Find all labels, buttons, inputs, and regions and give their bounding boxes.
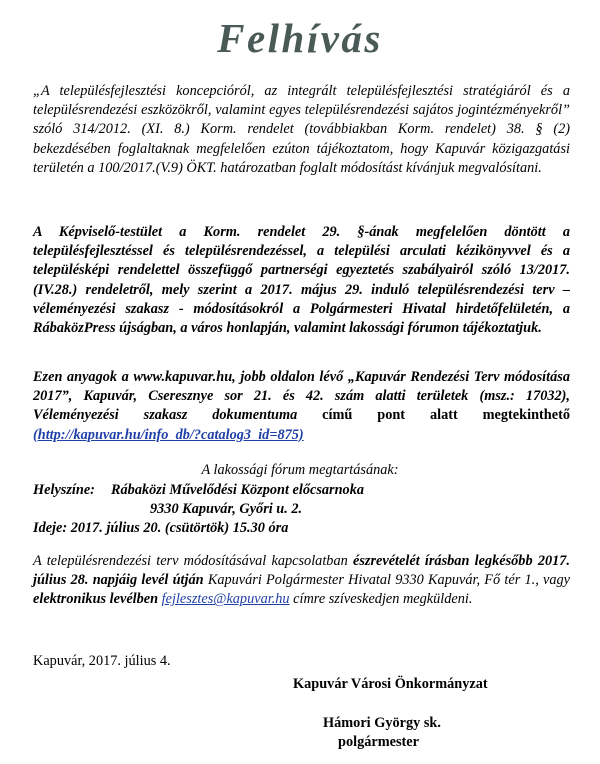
email-link[interactable]: fejlesztes@kapuvar.hu xyxy=(161,591,290,608)
forum-intro: A lakossági fórum megtartásának: xyxy=(201,462,399,478)
comments-intro-text: A településrendezési terv módosításával kapcsolatban xyxy=(33,553,353,569)
comments-email-label: elektronikus levélben xyxy=(33,591,159,608)
documents-paragraph xyxy=(33,368,570,445)
comments-paragraph xyxy=(33,552,570,610)
documents-view-text: című pont alatt megtekinthető xyxy=(297,407,570,424)
signature-name: Hámori György sk. xyxy=(323,715,441,731)
comments-address-text: Kapuvári Polgármester Hivatal 9330 Kapuvár, Fő tér 1., vagy xyxy=(203,572,570,589)
catalog-link[interactable]: (http://kapuvar.hu/info_db/?catalog3_id=875) xyxy=(33,426,304,443)
intro-paragraph: „A településfejlesztési koncepcióról, az integrált településfejlesztési stratégiáról és a településrendezési eszközökről, valamint egyes településrendezési sajátos jogintézményekről” szóló 314/2012. (XI. 8.) Korm. rendelet (továbbiakban Korm. rendelet) 38. § (2) bekezdésében foglaltaknak megfelelően ezúton tájékoztatom, hogy Kapuvár közigazgatási területén a 100/2017.(V.9) ÖKT. határozatban foglalt módosítást kívánjuk megvalósítani. xyxy=(33,83,570,176)
forum-place-name: Rábaközi Művelődési Központ előcsarnoka xyxy=(111,482,364,498)
forum-place-label: Helyszíne: xyxy=(33,482,95,498)
page-title: Felhívás xyxy=(217,15,383,61)
documents-location-text: Ezen anyagok a www.kapuvar.hu, jobb oldalon lévő „Kapuvár Rendezési Terv módosítása 2017”, Kapuvár, Cseresznye sor 21. és 42. szám alatti területek (msz.: 17032), Véleményezési szakasz dokumentuma xyxy=(33,369,570,424)
forum-place-address: 9330 Kapuvár, Győri u. 2. xyxy=(150,501,303,517)
comments-closing-text: címre szíveskedjen megküldeni. xyxy=(289,591,473,608)
decision-paragraph: A Képviselő-testület a Korm. rendelet 29. §-ának megfelelően döntött a településfejlesztéssel és településrendezéssel, a települési arculati kézikönyvvel és a településképi rendelettel összefüggő partnerségi egyeztetés szabályairól szóló 13/2017. (IV.28.) rendeletről, mely szerint a 2017. május 29. induló településrendezési terv – véleményezési szakasz - módosításokról a Polgármesteri Hivatal hirdetőfelületén, a RábaközPress újságban, a város honlapján, valamint lakossági fórumon tájékoztatjuk. xyxy=(33,224,570,337)
signature-role: polgármester xyxy=(338,734,419,750)
signature-organization: Kapuvár Városi Önkormányzat xyxy=(293,676,488,692)
comments-deadline-text: észrevételét írásban legkésőbb 2017. július 28. napjáig levél útján xyxy=(33,553,570,589)
place-date: Kapuvár, 2017. július 4. xyxy=(33,653,171,669)
forum-date: Ideje: 2017. július 20. (csütörtök) 15.30 óra xyxy=(33,520,289,536)
